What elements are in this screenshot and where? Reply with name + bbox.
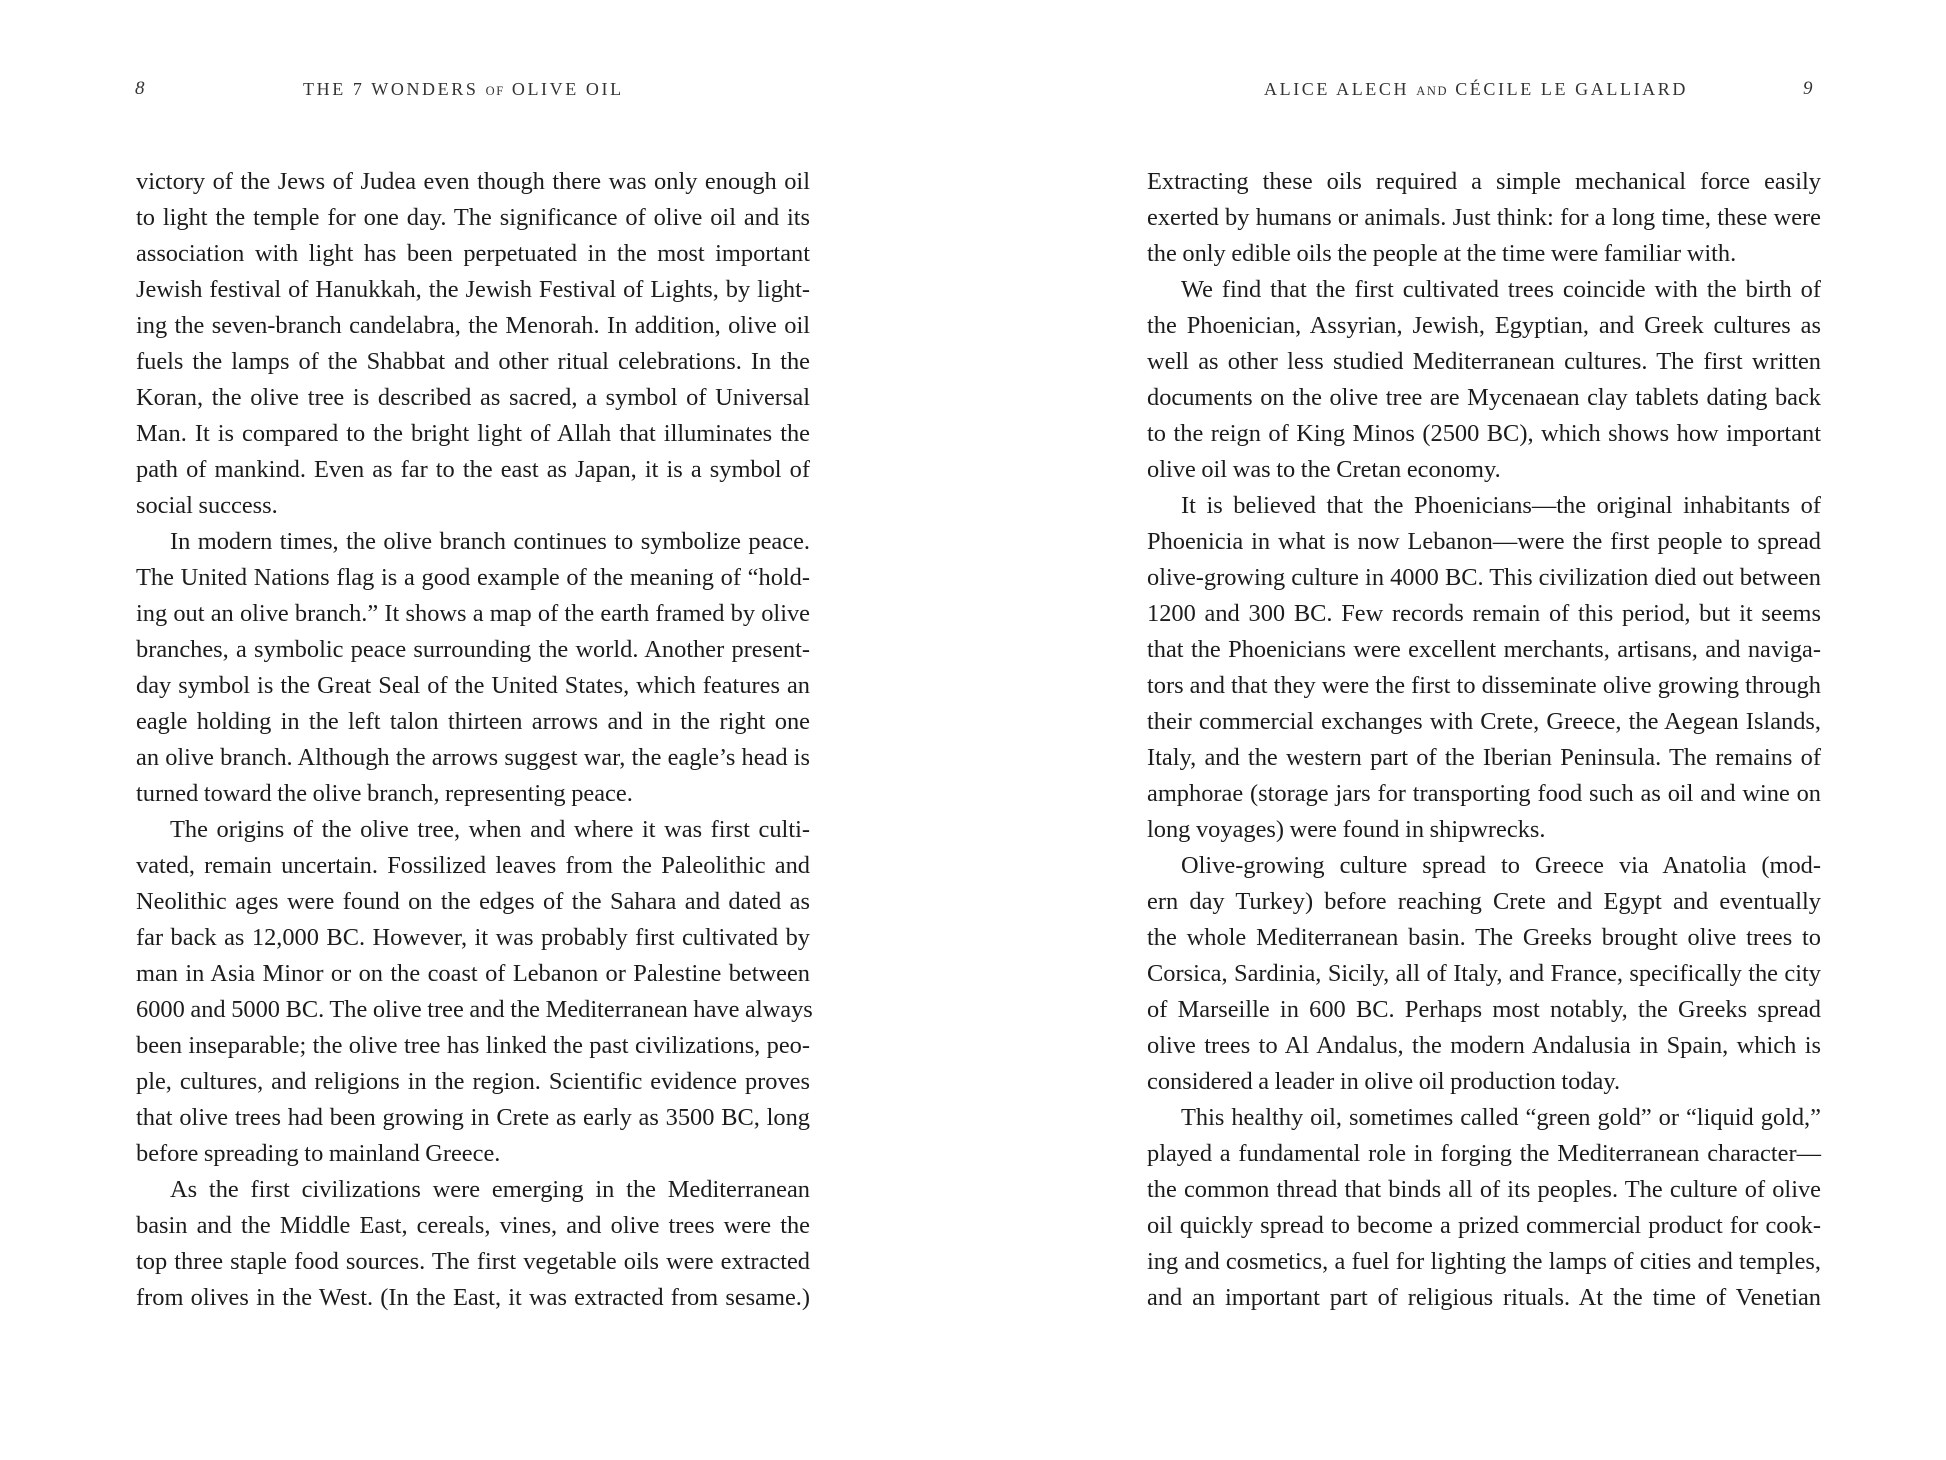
text-line: The origins of the olive tree, when and where it was first culti- bbox=[170, 816, 810, 843]
text-line: Neolithic ages were found on the edges of the Sahara and dated as bbox=[136, 888, 810, 915]
text-line: been inseparable; the olive tree has linked the past civilizations, peo- bbox=[136, 1032, 810, 1059]
text-line: social success. bbox=[136, 492, 278, 519]
running-head-authors bbox=[1264, 79, 1688, 100]
text-line: association with light has been perpetuated in the most important bbox=[136, 240, 810, 267]
text-line: documents on the olive tree are Mycenaean clay tablets dating back bbox=[1147, 384, 1821, 411]
page-number: 8 bbox=[135, 78, 145, 99]
text-line: ing and cosmetics, a fuel for lighting the lamps of cities and temples, bbox=[1147, 1248, 1821, 1275]
text-line: considered a leader in olive oil production today. bbox=[1147, 1068, 1621, 1095]
text-line: As the first civilizations were emerging in the Mediterranean bbox=[170, 1176, 810, 1203]
text-line: of Marseille in 600 BC. Perhaps most notably, the Greeks spread bbox=[1147, 996, 1821, 1023]
text-line: ple, cultures, and religions in the region. Scientific evidence proves bbox=[136, 1068, 810, 1095]
body-text-column bbox=[1147, 164, 1821, 1316]
text-line: olive oil was to the Cretan economy. bbox=[1147, 456, 1501, 483]
text-line: Olive-growing culture spread to Greece via Anatolia (mod- bbox=[1181, 852, 1821, 879]
text-line: from olives in the West. (In the East, it was extracted from sesame.) bbox=[136, 1284, 810, 1311]
text-line: Corsica, Sardinia, Sicily, all of Italy, and France, specifically the city bbox=[1147, 960, 1821, 987]
text-line: before spreading to mainland Greece. bbox=[136, 1140, 501, 1167]
text-line: 6000 and 5000 BC. The olive tree and the Mediterranean have always bbox=[136, 996, 813, 1023]
text-line: vated, remain uncertain. Fossilized leaves from the Paleolithic and bbox=[136, 852, 810, 879]
text-line: that olive trees had been growing in Crete as early as 3500 BC, long bbox=[136, 1104, 810, 1131]
text-line: Jewish festival of Hanukkah, the Jewish Festival of Lights, by light- bbox=[136, 276, 810, 303]
running-head-rest: OLIVE OIL bbox=[504, 79, 624, 99]
text-line: Koran, the olive tree is described as sacred, a symbol of Universal bbox=[136, 384, 810, 411]
text-line: Extracting these oils required a simple mechanical force easily bbox=[1147, 168, 1821, 195]
text-line: far back as 12,000 BC. However, it was probably first cultivated by bbox=[136, 924, 810, 951]
running-head-main: ALICE ALECH bbox=[1264, 79, 1417, 99]
text-line: the common thread that binds all of its peoples. The culture of olive bbox=[1147, 1176, 1821, 1203]
text-line: and an important part of religious rituals. At the time of Venetian bbox=[1147, 1284, 1821, 1311]
text-line: Man. It is compared to the bright light of Allah that illuminates the bbox=[136, 420, 810, 447]
running-head-small-caps: AND bbox=[1416, 84, 1449, 98]
text-line: tors and that they were the first to disseminate olive growing through bbox=[1147, 672, 1821, 699]
text-line: played a fundamental role in forging the Mediterranean character— bbox=[1147, 1140, 1821, 1167]
text-line: olive trees to Al Andalus, the modern Andalusia in Spain, which is bbox=[1147, 1032, 1821, 1059]
text-line: ing out an olive branch.” It shows a map of the earth framed by olive bbox=[136, 600, 810, 627]
text-line: branches, a symbolic peace surrounding the world. Another present- bbox=[136, 636, 810, 663]
text-line: eagle holding in the left talon thirteen arrows and in the right one bbox=[136, 708, 810, 735]
text-line: day symbol is the Great Seal of the United States, which features an bbox=[136, 672, 810, 699]
text-line: This healthy oil, sometimes called “green gold” or “liquid gold,” bbox=[1181, 1104, 1821, 1131]
running-head-rest: CÉCILE LE GALLIARD bbox=[1448, 79, 1688, 99]
text-line: man in Asia Minor or on the coast of Lebanon or Palestine between bbox=[136, 960, 810, 987]
running-head-book-title bbox=[303, 79, 624, 100]
body-text-column bbox=[136, 164, 813, 1316]
text-line: path of mankind. Even as far to the east as Japan, it is a symbol of bbox=[136, 456, 810, 483]
text-line: to the reign of King Minos (2500 BC), which shows how important bbox=[1147, 420, 1821, 447]
text-line: the only edible oils the people at the time were familiar with. bbox=[1147, 240, 1737, 267]
text-line: Italy, and the western part of the Iberian Peninsula. The remains of bbox=[1147, 744, 1821, 771]
text-line: fuels the lamps of the Shabbat and other ritual celebrations. In the bbox=[136, 348, 810, 375]
text-line: well as other less studied Mediterranean cultures. The first written bbox=[1147, 348, 1821, 375]
text-line: top three staple food sources. The first vegetable oils were extracted bbox=[136, 1248, 810, 1275]
text-line: their commercial exchanges with Crete, Greece, the Aegean Islands, bbox=[1147, 708, 1821, 735]
text-line: It is believed that the Phoenicians—the original inhabitants of bbox=[1181, 492, 1821, 519]
text-line: ing the seven-branch candelabra, the Menorah. In addition, olive oil bbox=[136, 312, 810, 339]
running-head-small-caps: OF bbox=[485, 84, 505, 98]
text-line: In modern times, the olive branch continues to symbolize peace. bbox=[170, 528, 810, 555]
text-line: to light the temple for one day. The significance of olive oil and its bbox=[136, 204, 810, 231]
text-line: an olive branch. Although the arrows suggest war, the eagle’s head is bbox=[136, 744, 810, 771]
right-page bbox=[973, 0, 1946, 1460]
text-line: the whole Mediterranean basin. The Greeks brought olive trees to bbox=[1147, 924, 1821, 951]
text-line: victory of the Jews of Judea even though there was only enough oil bbox=[136, 168, 810, 195]
running-head-main: THE 7 WONDERS bbox=[303, 79, 486, 99]
text-line: turned toward the olive branch, representing peace. bbox=[136, 780, 633, 807]
text-line: Phoenicia in what is now Lebanon—were the first people to spread bbox=[1147, 528, 1821, 555]
text-line: ern day Turkey) before reaching Crete and Egypt and eventually bbox=[1147, 888, 1821, 915]
text-line: exerted by humans or animals. Just think: for a long time, these were bbox=[1147, 204, 1821, 231]
text-line: the Phoenician, Assyrian, Jewish, Egyptian, and Greek cultures as bbox=[1147, 312, 1821, 339]
text-line: The United Nations flag is a good example of the meaning of “hold- bbox=[136, 564, 810, 591]
text-line: olive-growing culture in 4000 BC. This civilization died out between bbox=[1147, 564, 1821, 591]
text-line: 1200 and 300 BC. Few records remain of this period, but it seems bbox=[1147, 600, 1821, 627]
page-number: 9 bbox=[1803, 78, 1813, 99]
text-line: oil quickly spread to become a prized commercial product for cook- bbox=[1147, 1212, 1821, 1239]
text-line: long voyages) were found in shipwrecks. bbox=[1147, 816, 1546, 843]
text-line: We find that the first cultivated trees coincide with the birth of bbox=[1181, 276, 1821, 303]
text-line: amphorae (storage jars for transporting food such as oil and wine on bbox=[1147, 780, 1821, 807]
text-line: basin and the Middle East, cereals, vines, and olive trees were the bbox=[136, 1212, 810, 1239]
text-line: that the Phoenicians were excellent merchants, artisans, and naviga- bbox=[1147, 636, 1821, 663]
